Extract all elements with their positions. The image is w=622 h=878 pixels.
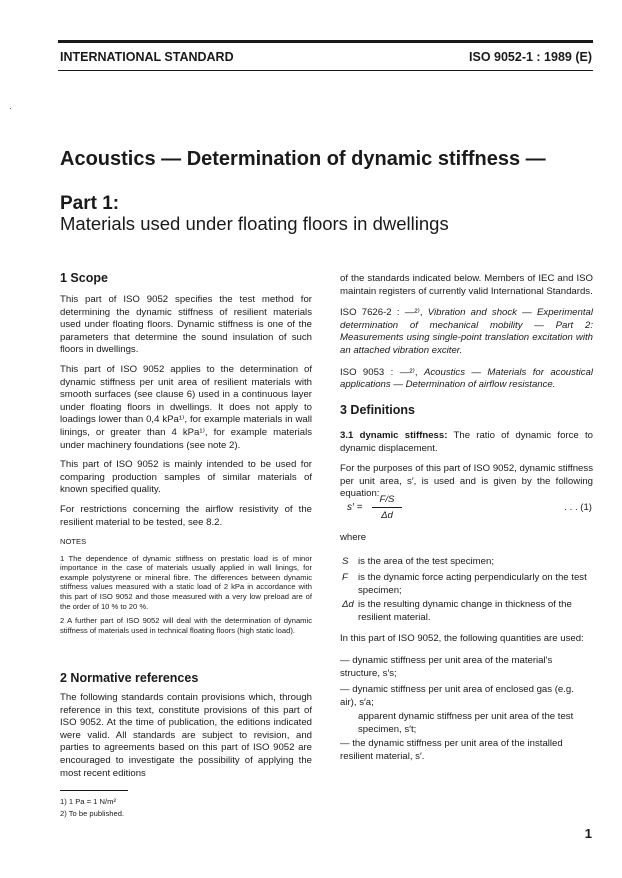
equation-label: . . . (1) xyxy=(564,502,592,513)
reference-1-title: Vibration and shock — Experimental determination of mechanical mobility — Part 2: Measurements using single-point translation excitation with an attached vibration exciter. xyxy=(340,307,593,356)
note-2: 2 A further part of ISO 9052 will deal with the determination of dynamic stiffness of materials used in technical floating floors (high static load). xyxy=(60,616,312,635)
notes-label: NOTES xyxy=(60,537,87,547)
term-3-1 xyxy=(340,430,593,455)
reference-2 xyxy=(340,367,593,392)
page-number: 1 xyxy=(584,826,592,841)
page-subtitle: Materials used under floating floors in dwellings xyxy=(60,213,449,234)
equation-numerator: F/S xyxy=(379,494,395,505)
footnote-rule xyxy=(60,790,128,791)
where-2-symbol: F xyxy=(342,572,348,583)
reference-1-code: ISO 7626-2 : —²⁾, xyxy=(340,307,428,319)
quantities-intro: In this part of ISO 9052, the following quantities are used: xyxy=(340,633,584,644)
where-1-text: is the area of the test specimen; xyxy=(358,556,494,567)
quantity-1: — dynamic stiffness per unit area of the material's structure, s′s; xyxy=(340,655,553,679)
equation-denominator: Δd xyxy=(381,510,393,521)
footnote-2: 2) To be published. xyxy=(60,809,125,818)
reference-1 xyxy=(340,307,593,357)
quantity-2: — dynamic stiffness per unit area of enclosed gas (e.g. air), s′a; xyxy=(340,684,574,708)
scope-p2: This part of ISO 9052 applies to the determination of dynamic stiffness per unit area of resilient materials with smooth surfaces (see clause 6) used in a continuous layer under floating floors in dwellings. It does not apply to loadings lower than 0,4 kPa¹⁾, for example materials in wall linings, or greater than 4 kPa¹⁾, for example materials under machinery foundations (see note 2). xyxy=(60,363,312,451)
where-1-symbol: S xyxy=(342,556,349,567)
normative-cont-text: of the standards indicated below. Members of IEC and ISO maintain registers of currently valid International Standards. xyxy=(340,273,593,297)
normative-p1: The following standards contain provisions which, through reference in this text, constitute provisions of this part of ISO 9052. At the time of publication, the editions indicated were valid. All standards are subject to revision, and parties to agreements based on this part of ISO 9052 are encouraged to investigate the possibility of applying the most recent editions xyxy=(60,692,312,779)
equation-lhs: s′ = xyxy=(347,502,363,513)
note-1: 1 The dependence of dynamic stiffness on prestatic load is of minor importance in the case of materials usually applied in wall linings, for example polystyrene or mineral fibre. The differences between dynamic stiffness values measured with a static load of 2 kPa in accordance with this part of ISO 9052 and those measured with a very low preload are of the order of 10 % to 20 %. xyxy=(60,553,312,611)
quantity-3: apparent dynamic stiffness per unit area of the test specimen, s′t; xyxy=(358,711,574,735)
scope-p3: This part of ISO 9052 is mainly intended to be used for comparing production samples of similar materials of known specified quality. xyxy=(60,459,312,496)
header-top-rule xyxy=(58,40,593,43)
part-label: Part 1: xyxy=(60,193,120,214)
footnote-1: 1) 1 Pa = 1 N/m² xyxy=(60,797,116,806)
where-label: where xyxy=(340,532,367,543)
header-left: INTERNATIONAL STANDARD xyxy=(60,50,234,64)
where-3-text: is the resulting dynamic change in thickness of the resilient material. xyxy=(358,599,572,623)
margin-dot: · xyxy=(9,104,12,113)
scope-p4: For restrictions concerning the airflow resistivity of the resilient material to be tested, see 8.2. xyxy=(60,503,312,528)
normative-cont xyxy=(340,273,593,392)
term-name: dynamic stiffness: xyxy=(359,430,448,441)
header-right: ISO 9052-1 : 1989 (E) xyxy=(469,50,592,64)
term-number: 3.1 xyxy=(340,430,360,441)
where-2-text: is the dynamic force acting perpendicularly on the test specimen; xyxy=(358,572,587,596)
page-title: Acoustics — Determination of dynamic stiffness — xyxy=(60,148,546,170)
scope-body xyxy=(60,294,312,635)
definitions-heading: 3 Definitions xyxy=(340,403,416,417)
header-bottom-rule xyxy=(58,70,593,71)
term-definition: The ratio of dynamic force to dynamic displacement. xyxy=(340,430,593,454)
reference-2-code: ISO 9053 : —²⁾, xyxy=(340,366,424,378)
scope-p1: This part of ISO 9052 specifies the test method for determining the dynamic stiffness of resilient materials used under floating floors. Dynamic stiffness is one of the parameters that determine the sound insulation of such floors in dwellings. xyxy=(60,294,312,356)
scope-heading: 1 Scope xyxy=(60,271,108,285)
normative-body xyxy=(60,692,312,780)
normative-heading: 2 Normative references xyxy=(60,671,199,685)
fraction-bar xyxy=(372,507,402,508)
definitions-body xyxy=(340,430,593,501)
definitions-p2: For the purposes of this part of ISO 9052, dynamic stiffness per unit area, s′, is used and is given by the following equation: xyxy=(340,463,593,500)
quantity-4: — the dynamic stiffness per unit area of the installed resilient material, s′. xyxy=(340,738,563,762)
where-3-symbol: Δd xyxy=(342,599,354,610)
reference-2-title: Acoustics — Materials for acoustical applications — Determination of airflow resistance. xyxy=(340,366,593,391)
